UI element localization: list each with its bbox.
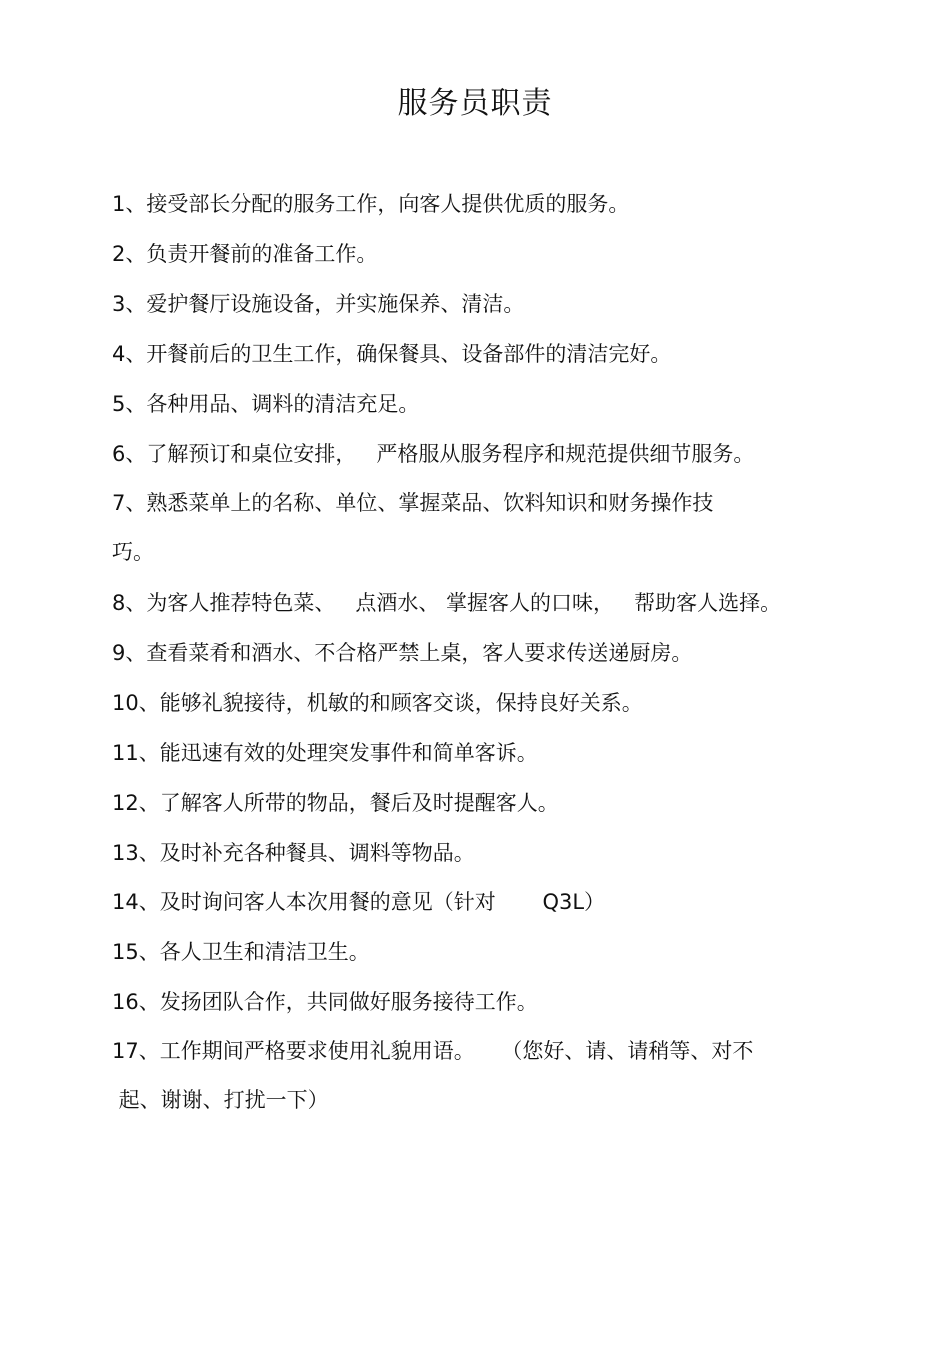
duty-line-2: 2、负责开餐前的准备工作。 [112,242,378,266]
duty-line-13: 13、及时补充各种餐具、调料等物品。 [112,841,475,865]
duty-line-12: 12、了解客人所带的物品，餐后及时提醒客人。 [112,791,559,815]
duty-line-17-continued: 起、谢谢、打扰一下） [112,1088,329,1112]
duty-line-5: 5、各种用品、调料的清洁充足。 [112,392,420,416]
duty-line-14: 14、及时询问客人本次用餐的意见（针对 Q3L） [112,890,606,914]
page-title: 服务员职责 [397,86,553,121]
duty-line-4: 4、开餐前后的卫生工作，确保餐具、设备部件的清洁完好。 [112,342,672,366]
duty-line-6: 6、了解预订和桌位安排， 严格服从服务程序和规范提供细节服务。 [112,442,755,466]
duty-line-8: 8、为客人推荐特色菜、 点酒水、 掌握客人的口味， 帮助客人选择。 [112,591,782,615]
duty-line-11: 11、能迅速有效的处理突发事件和简单客诉。 [112,741,538,765]
duty-line-1: 1、接受部长分配的服务工作，向客人提供优质的服务。 [112,192,630,216]
duty-line-15: 15、各人卫生和清洁卫生。 [112,940,370,964]
duty-line-10: 10、能够礼貌接待，机敏的和顾客交谈，保持良好关系。 [112,691,643,715]
duty-line-9: 9、查看菜肴和酒水、不合格严禁上桌，客人要求传送递厨房。 [112,641,693,665]
duty-line-3: 3、爱护餐厅设施设备，并实施保养、清洁。 [112,292,525,316]
duty-line-7: 7、熟悉菜单上的名称、单位、掌握菜品、饮料知识和财务操作技 [112,491,714,515]
duty-line-7-continued: 巧。 [112,540,154,564]
duty-line-17: 17、工作期间严格要求使用礼貌用语。 （您好、请、请稍等、对不 [112,1039,754,1063]
duty-line-16: 16、发扬团队合作，共同做好服务接待工作。 [112,990,538,1014]
